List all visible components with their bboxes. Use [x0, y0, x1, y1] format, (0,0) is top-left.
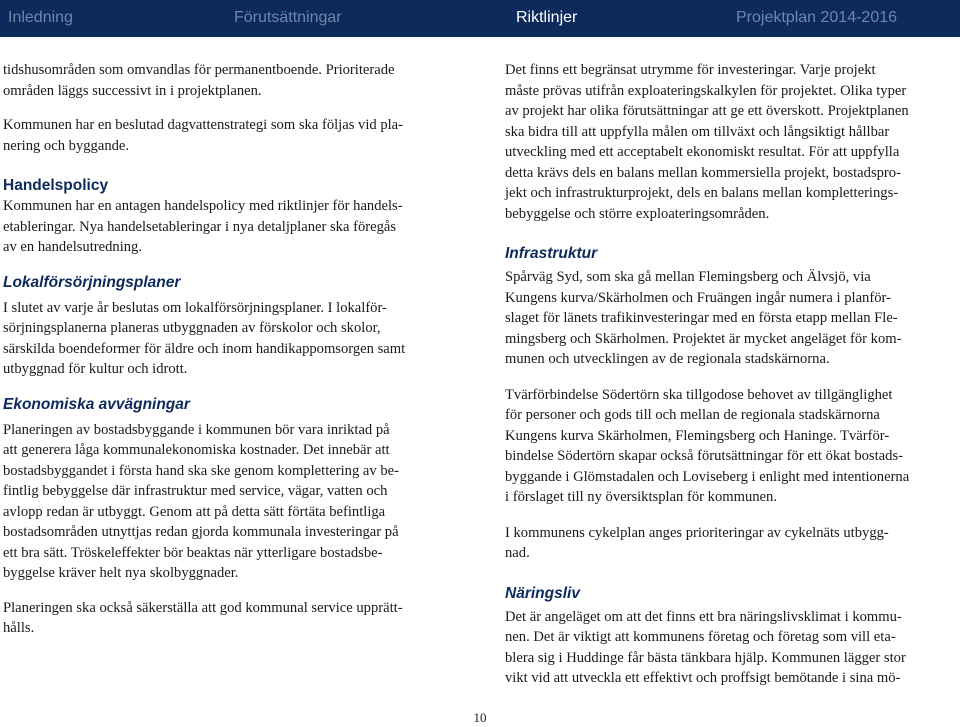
paragraph-naringsliv: Det är angeläget om att det finns ett bra näringslivsklimat i kommu- nen. Det är viktigt att kommunens företag och företag som vill eta- blera sig i Huddinge får bästa tänkbara hjälp. Kommunen lägger stor vikt vid att utveckla ett effektivt och proffsigt bemötande i sina mö-	[505, 608, 906, 686]
paragraph-tidshusomraden: tidshusområden som omvandlas för permanentboende. Prioriterade områden läggs successivt in i projektplanen.	[3, 62, 395, 99]
paragraph-cykelplan: I kommunens cykelplan anges prioriteringar av cykelnäts utbygg- nad.	[505, 524, 889, 561]
heading-naringsliv: Näringsliv	[505, 584, 580, 602]
paragraph-handelspolicy: Kommunen har en antagen handelspolicy med riktlinjer för handels- etableringar. Nya handelsetableringar i nya detaljplaner ska föregås av en handelsutredning.	[3, 198, 403, 255]
paragraph-dagvattenstrategi: Kommunen har en beslutad dagvattenstrategi som ska följas vid pla- nering och byggande.	[3, 117, 404, 154]
top-navigation-bar	[0, 0, 960, 37]
nav-tab-riktlinjer[interactable]: Riktlinjer	[516, 9, 578, 26]
paragraph-investeringar: Det finns ett begränsat utrymme för investeringar. Varje projekt måste prövas utifrån exploateringskalkylen för projektet. Olika typer av projekt har olika förutsättningar att ge ett överskott. Projektplanen ska bidra till att uppfylla målen om tillväxt och långsiktigt hållbar utveckling med ett acceptabelt ekonomiskt resultat. För att uppfylla detta krävs dels en balans mellan kommersiella projekt, bostadspro- jekt och infrastrukturprojekt, dels en balans mellan kompletterings- bebyggelse och större exploateringsområden.	[505, 62, 909, 222]
right-column	[505, 60, 957, 689]
nav-tab-inledning[interactable]: Inledning	[8, 9, 73, 26]
page-number: 10	[473, 710, 487, 725]
heading-ekonomiska-avvagningar: Ekonomiska avvägningar	[3, 395, 190, 413]
paragraph-lokalforsorjningsplaner: I slutet av varje år beslutas om lokalförsörjningsplaner. I lokalför- sörjningsplanerna planeras utbyggnaden av förskolor och skolor, särskilda boendeformer för äldre och inom handikappomsorgen samt utbyggnad för kultur och idrott.	[3, 299, 406, 377]
nav-tab-forutsattningar[interactable]: Förutsättningar	[234, 9, 342, 26]
nav-tab-projektplan[interactable]: Projektplan 2014-2016	[736, 9, 898, 26]
paragraph-sparvag-syd: Spårväg Syd, som ska gå mellan Flemingsberg och Älvsjö, via Kungens kurva/Skärholmen och Fruängen ingår numera i planför- slaget för länets trafikinvesteringar med en första etapp mellan Fle- mingsberg och Skärholmen. Projektet är mycket angeläget för kom- munen och utvecklingen av de regionala stadskärnorna.	[505, 269, 902, 367]
left-column	[3, 60, 455, 639]
paragraph-kommunal-service: Planeringen ska också säkerställa att god kommunal service upprätt- hålls.	[3, 599, 403, 636]
paragraph-tvarforbindelse: Tvärförbindelse Södertörn ska tillgodose behovet av tillgänglighet för personer och gods till och mellan de regionala stadskärnorna Kungens kurva Skärholmen, Flemingsberg och Haninge. Tvärför- bindelse Södertörn skapar också förutsättningar för ett ökat bostads- byggande i Glömstadalen och Loviseberg i enlight med intentionerna i förslaget till ny översiktsplan för kommunen.	[505, 386, 910, 505]
heading-infrastruktur: Infrastruktur	[505, 245, 598, 262]
heading-lokalforsorjningsplaner: Lokalförsörjningsplaner	[3, 273, 181, 291]
heading-handelspolicy: Handelspolicy	[3, 177, 109, 194]
paragraph-ekonomiska-avvagningar: Planeringen av bostadsbyggande i kommunen bör vara inriktad på att generera låga kommunalekonomiska kostnader. Det innebär att bostadsbyggandet i första hand ska ske genom komplettering av be- fintlig bebyggelse där infrastruktur med service, vägar, vatten och avlopp redan är utbyggt. Genom att på detta sätt förtäta befintliga bostadsområden utnyttjas redan gjorda kommunala investeringar på ett bra sätt. Tröskeleffekter bör beaktas när ytterligare bostadsbe- byggelse kräver helt nya skolbyggnader.	[3, 421, 399, 581]
